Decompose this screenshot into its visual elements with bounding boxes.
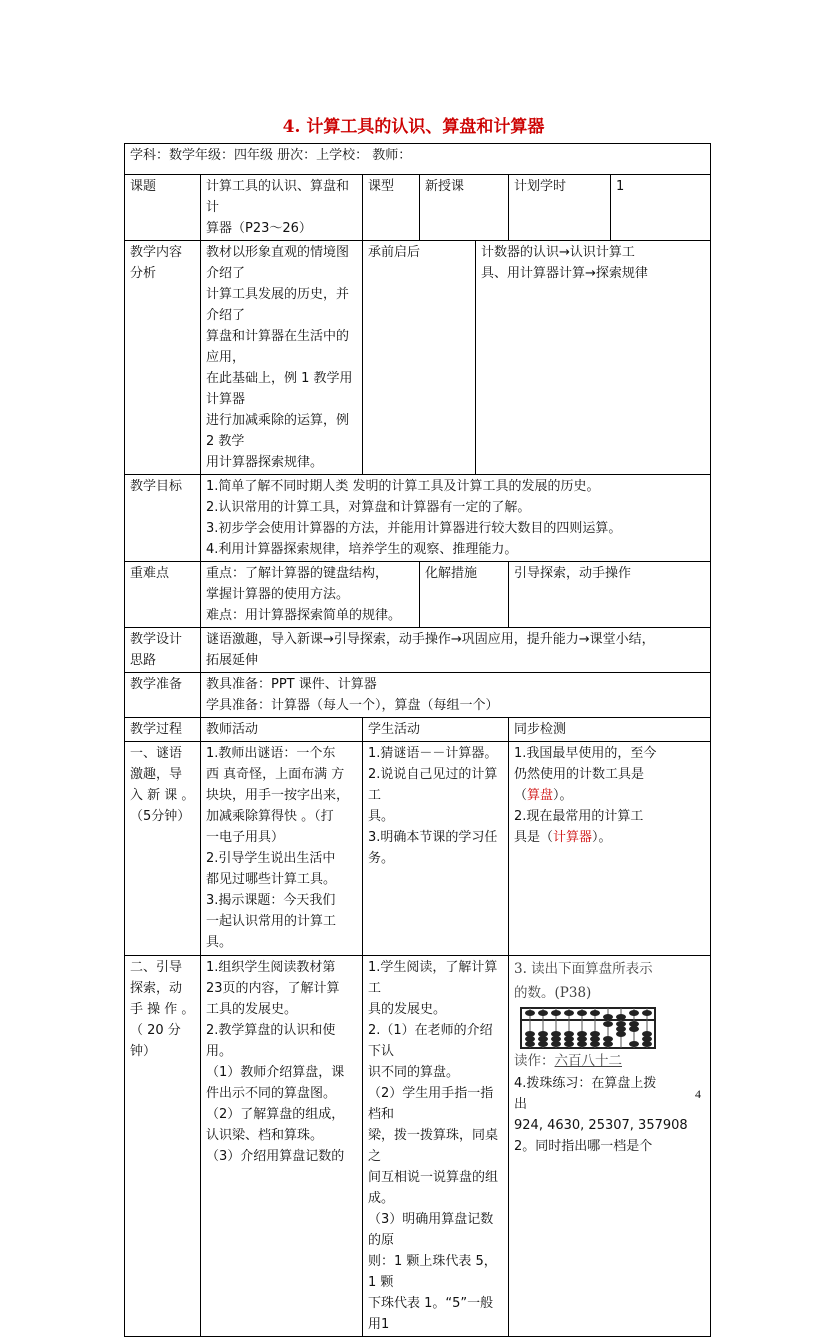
stage2-check: 3. 读出下面算盘所表示 的数。(P38) 读作：六百八十二 4.拨珠练习：在算盘上拨 出 924, 4630, 25307, 357908 2。同时指出哪一档是个 (509, 956, 711, 1337)
stage2-teacher: 1.组织学生阅读教材第 23页的内容，了解计算 工具的发展史。 2.教学算盘的认识和使 用。 （1）教师介绍算盘，课 件出示不同的算盘图。 （2）了解算盘的组成， 认识梁、档和算珠。 （3）介绍用算盘记数的 (201, 956, 363, 1337)
teacher-activity-header: 教师活动 (201, 718, 363, 742)
student-activity-header: 学生活动 (363, 718, 509, 742)
design-value: 谜语激趣，导入新课→引导探索，动手操作→巩固应用，提升能力→课堂小结， 拓展延伸 (201, 628, 711, 673)
hours-label: 计划学时 (509, 175, 611, 241)
topic-row (125, 175, 711, 241)
answer-calculator: 计算器 (553, 830, 593, 845)
stage1-label: 一、谜语 激趣，导 入 新 课 。 （5分钟） (125, 742, 201, 956)
stage1-teacher: 1.教师出谜语：一个东 西 真奇怪，上面布满 方 块块，用手一按字出来， 加减乘除算得快 。（打 一电子用具） 2.引导学生说出生活中 都见过哪些计算工具。 3.揭示课题：今天我们 一起认识常用的计算工 具。 (201, 742, 363, 956)
document-title: 4. 计算工具的认识、算盘和计算器 (282, 117, 545, 137)
key-measures-label: 化解措施 (420, 562, 509, 628)
stage1-student: 1.猜谜语－－计算器。 2.说说自己见过的计算工 具。 3.明确本节课的学习任务。 (363, 742, 509, 956)
key-points: 重点：了解计算器的键盘结构， 掌握计算器的使用方法。 难点：用计算器探索简单的规律。 (201, 562, 420, 628)
page-number: 4 (695, 1087, 701, 1101)
prep-label: 教学准备 (125, 673, 201, 718)
goals-label: 教学目标 (125, 475, 201, 562)
content-analysis: 教材以形象直观的情境图介绍了 计算工具发展的历史，并介绍了 算盘和计算器在生活中的应用， 在此基础上，例 1 教学用计算器 进行加减乘除的运算，例 2 教学 用计算器探索规律。 (201, 241, 363, 475)
content-right: 计数器的认识→认识计算工 具、用计算器计算→探索规律 (476, 241, 711, 475)
abacus-figure: 3. 读出下面算盘所表示 的数。(P38) 读作：六百八十二 (514, 957, 705, 1073)
process-label: 教学过程 (125, 718, 201, 742)
stage1-check: 1.我国最早使用的，至今 仍然使用的计数工具是 （算盘）。 2.现在最常用的计算工 具是（计算器）。 (509, 742, 711, 956)
abacus-image (520, 1007, 656, 1049)
goal-item: 2.认识常用的计算工具，对算盘和计算器有一定的了解。 (206, 500, 531, 515)
answer-abacus: 算盘 (527, 788, 554, 803)
sync-check-header: 同步检测 (509, 718, 711, 742)
content-row (125, 241, 711, 475)
key-measures-value: 引导探索，动手操作 (509, 562, 711, 628)
stage2-student: 1.学生阅读，了解计算工 具的发展史。 2.（1）在老师的介绍下认 识不同的算盘。 （2）学生用手指一指档和 梁，拨一拨算珠，同桌之 间互相说一说算盘的组成。 （3）明确用算盘记数的原 则：1 颗上珠代表 5，1 颗 下珠代表 1。“5”一般用1 (363, 956, 509, 1337)
content-mid: 承前启后 (363, 241, 476, 475)
key-label: 重难点 (125, 562, 201, 628)
stage2-row (125, 956, 711, 1337)
header-cell: 学科：数学年级：四年级 册次：上学校： 教师： (125, 144, 711, 175)
goals-list (201, 475, 711, 562)
header-row (125, 144, 711, 175)
goals-row (125, 475, 711, 562)
goal-item: 1.简单了解不同时期人类 发明的计算工具及计算工具的发展的历史。 (206, 479, 600, 494)
type-label: 课型 (363, 175, 420, 241)
stage1-row (125, 742, 711, 956)
stage2-label: 二、引导 探索，动 手 操 作 。 （ 20 分 钟） (125, 956, 201, 1337)
design-row (125, 628, 711, 673)
prep-value: 教具准备：PPT 课件、计算器 学具准备：计算器（每人一个），算盘（每组一个） (201, 673, 711, 718)
hours-value: 1 (611, 175, 711, 241)
type-value: 新授课 (420, 175, 509, 241)
goal-item: 3.初步学会使用计算器的方法，并能用计算器进行较大数目的四则运算。 (206, 521, 622, 536)
key-row (125, 562, 711, 628)
lesson-plan-table (124, 143, 711, 1337)
topic-label: 课题 (125, 175, 201, 241)
topic-value: 计算工具的认识、算盘和计 算器（P23～26） (201, 175, 363, 241)
process-header-row (125, 718, 711, 742)
content-label: 教学内容 分析 (125, 241, 201, 475)
design-label: 教学设计 思路 (125, 628, 201, 673)
goal-item: 4.利用计算器探索规律，培养学生的观察、推理能力。 (206, 542, 518, 557)
prep-row (125, 673, 711, 718)
